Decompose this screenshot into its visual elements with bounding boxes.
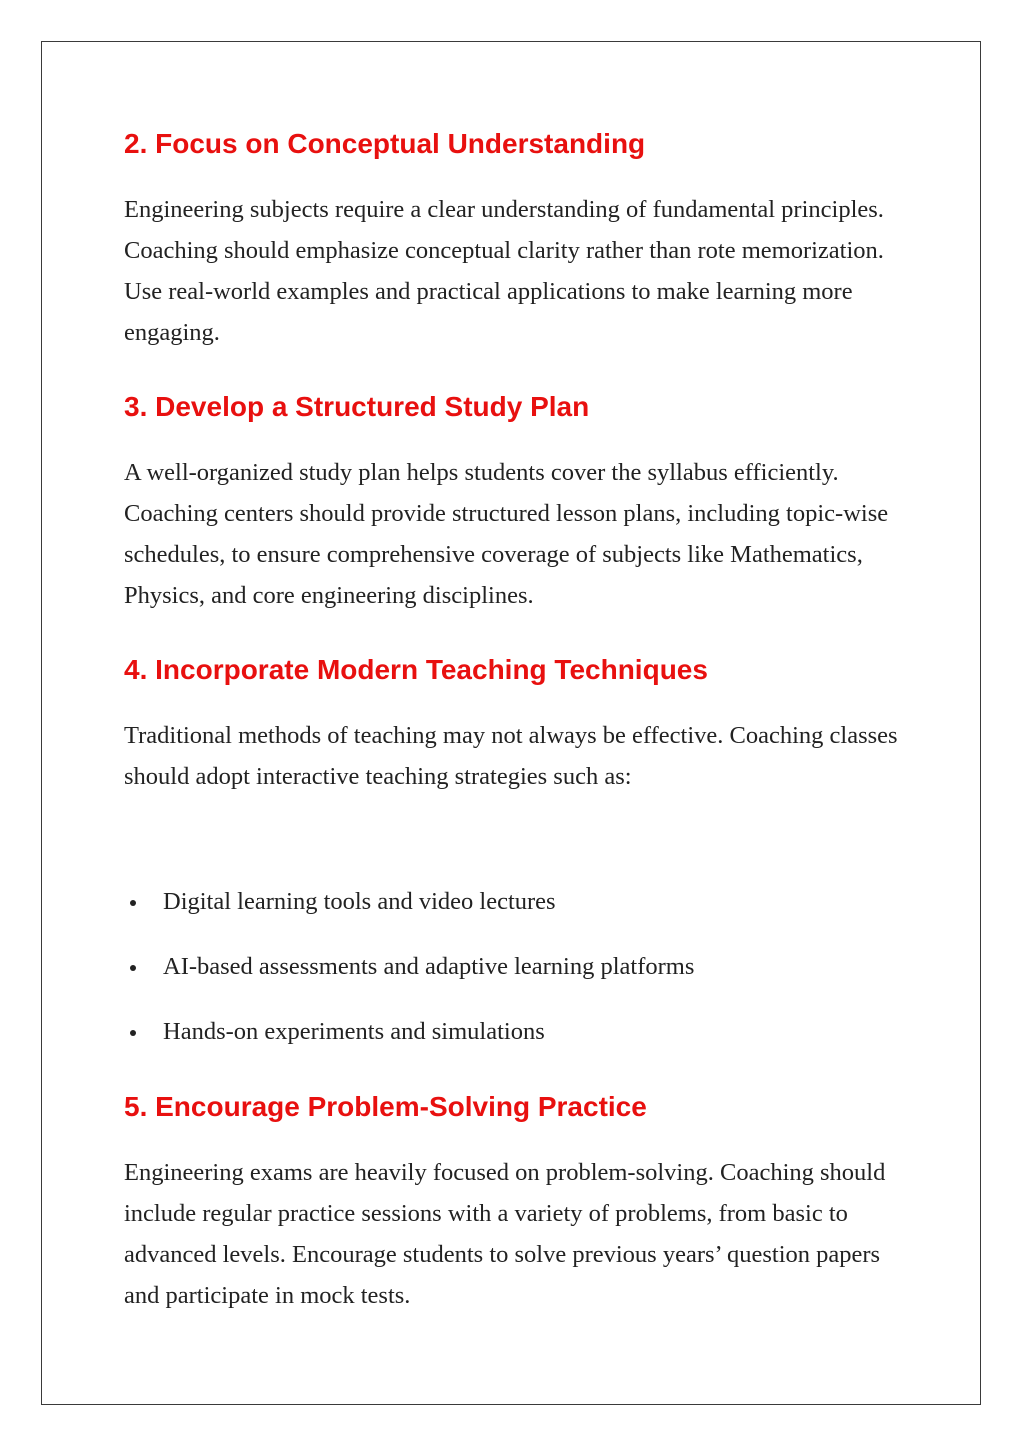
section-paragraph-teaching-techniques: Traditional methods of teaching may not always be effective. Coaching classes should adopt interactive teaching strategies such as: <box>124 722 898 790</box>
section-heading-conceptual-understanding: 2. Focus on Conceptual Understanding <box>124 128 646 159</box>
section-heading-teaching-techniques: 4. Incorporate Modern Teaching Techniques <box>124 654 708 685</box>
bullet-icon <box>130 965 136 971</box>
bullet-icon <box>130 1030 136 1036</box>
list-item <box>124 951 914 1016</box>
list-item <box>124 1016 914 1081</box>
list-item-text: AI-based assessments and adaptive learning platforms <box>163 953 695 980</box>
section-heading-problem-solving: 5. Encourage Problem-Solving Practice <box>124 1091 647 1122</box>
section-paragraph-problem-solving: Engineering exams are heavily focused on problem-solving. Coaching should include regular practice sessions with a variety of problems, from basic to advanced levels. Encourage students to solve previous years’ question papers and participate in mock tests. <box>124 1159 886 1309</box>
list-item <box>124 886 914 951</box>
bullet-icon <box>130 900 136 906</box>
section-heading-study-plan: 3. Develop a Structured Study Plan <box>124 391 590 422</box>
section-paragraph-study-plan: A well-organized study plan helps students cover the syllabus efficiently. Coaching centers should provide structured lesson plans, including topic-wise schedules, to ensure comprehensive coverage of subjects like Mathematics, Physics, and core engineering disciplines. <box>124 459 889 609</box>
list-item-text: Hands-on experiments and simulations <box>163 1018 545 1045</box>
list-item-text: Digital learning tools and video lectures <box>163 888 556 915</box>
teaching-strategies-list <box>124 886 914 1081</box>
section-paragraph-conceptual-understanding: Engineering subjects require a clear understanding of fundamental principles. Coaching should emphasize conceptual clarity rather than rote memorization. Use real-world examples and practical applications to make learning more engaging. <box>124 196 884 346</box>
